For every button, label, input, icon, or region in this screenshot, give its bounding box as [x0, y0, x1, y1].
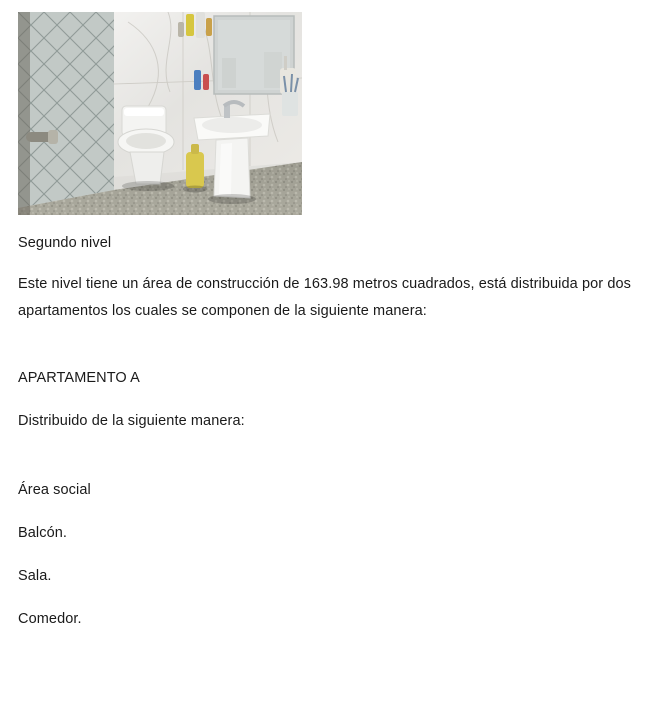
heading-apartamento-a: APARTAMENTO A: [18, 370, 140, 386]
item-balcon: Balcón.: [18, 525, 68, 541]
spacer-1: [18, 339, 638, 365]
heading-area-social: Área social: [18, 482, 91, 498]
heading-segundo-nivel: Segundo nivel: [18, 235, 112, 251]
item-comedor: Comedor.: [18, 611, 82, 627]
bathroom-photo-image: [18, 12, 302, 215]
item-sala: Sala.: [18, 568, 52, 584]
bathroom-photo: [18, 12, 302, 215]
spacer-2: [18, 451, 638, 477]
document-text-content: [18, 230, 638, 649]
paragraph-distribution: Distribuido de la siguiente manera:: [18, 413, 245, 429]
paragraph-level-description: Este nivel tiene un área de construcción de 163.98 metros cuadrados, está distribuida por dos apartamentos los cuales se componen de la siguiente manera:: [18, 276, 632, 319]
